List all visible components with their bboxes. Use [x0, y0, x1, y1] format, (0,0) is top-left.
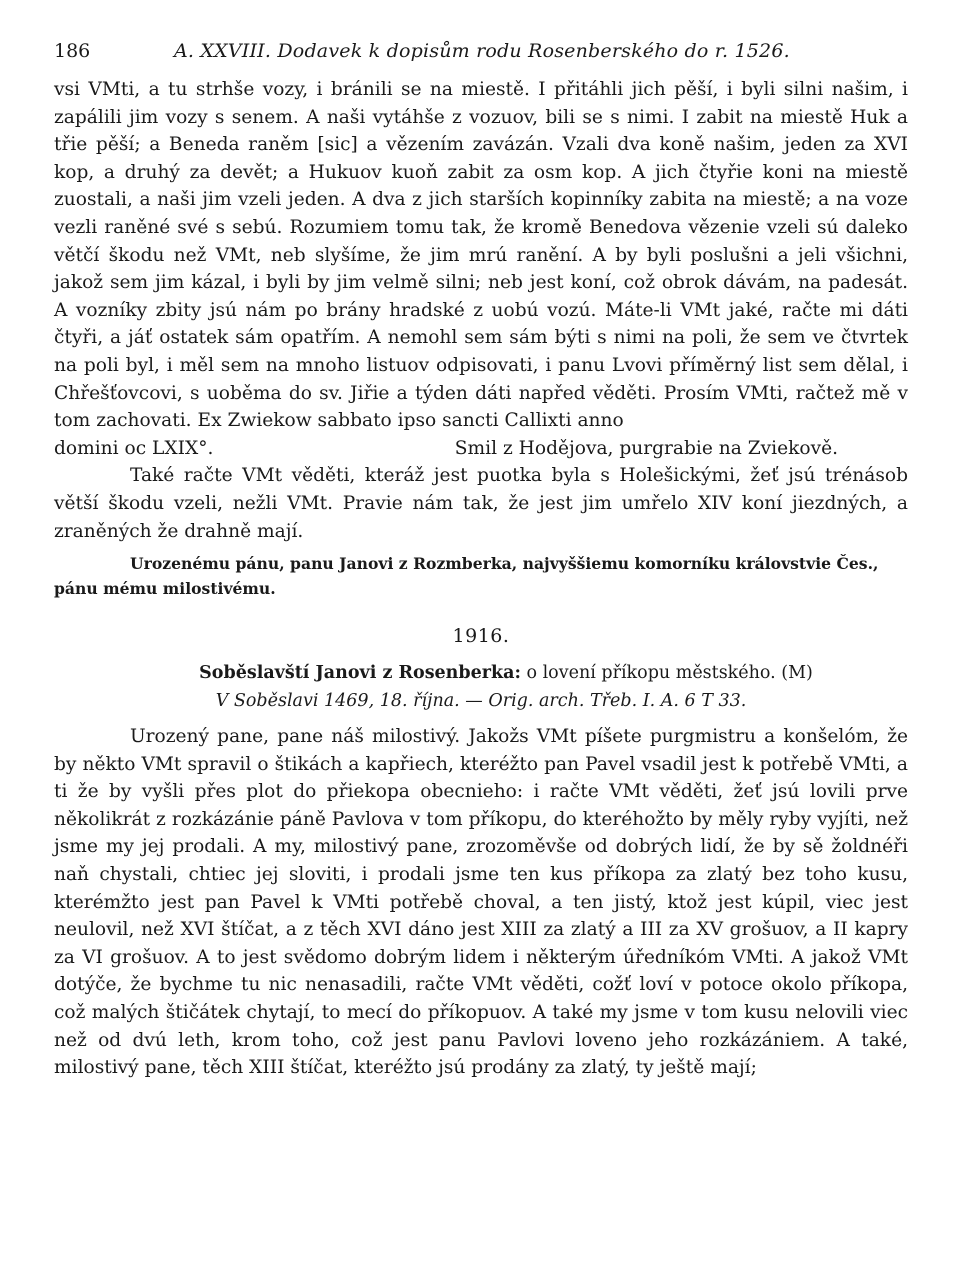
- closing-date: domini oc LXIX°.: [54, 437, 214, 459]
- page-header: [54, 40, 908, 76]
- document-body: [54, 723, 908, 1082]
- letter-address: Urozenému pánu, panu Janovi z Rozmberka, najvyššiemu komorníku královstvie Čes., pánu mému milostivému.: [54, 554, 879, 599]
- document-title: [104, 659, 908, 687]
- signature: Smil z Hodějova, purgrabie na Zviekově.: [454, 437, 838, 459]
- running-title: A. XXVIII. Dodavek k dopisům rodu Rosenberského do r. 1526.: [174, 40, 790, 62]
- document-source-line: V Soběslavi 1469, 18. října. — Orig. arch. Třeb. I. A. 6 T 33.: [215, 691, 747, 712]
- closing-line: [54, 435, 908, 463]
- document-body-paragraph: Urozený pane, pane náš milostivý. Jakožs VMt píšete purgmistru a konšelóm, že by někto VMt spravil o štikách a kapřiech, kteréžto pan Pavel vsadil jest k potřebě VMti, a ti že by vyšli přes plot do přiekopa obecnieho: i račte VMt věděti, žeť jsú lovili prve několikrát z rozkázánie páně Pavlova v tom příkopu, do kteréhožto by měly ryby vyjíti, než jsme my jej prodali. A my, milostivý pane, zrozoměvše od dobrých lidí, že by sě žoldnéři naň chystali, chtiec jej sloviti, i prodali jsme ten kus příkopa za zlatý bez toho kusu, kterémžto jest pan Pavel k VMti potřebě choval, a ten jistý, ktož jest kúpil, viec jest neulovil, než XVI štíčat, a z těch XVI dáno jest XIII za zlatý a III za XV grošuov, a II kapry za VI grošuov. A to jest svědomo dobrým lidem i některým úředníkóm VMti. A jakož VMt dotýče, že bychme tu nic nenasadili, račte VMt věděti, cožť loví v potoce okolo příkopa, což malých štičátek chytají, to mecí do příkopuov. A také my jsme v tom kusu nelovili viec než od dvú leth, krom toho, což jest panu Pavlovi loveno jeho rozkázániem. A také, milostivý pane, těch XIII štíčat, kteréžto jsú prodány za zlatý, ty ještě mají;: [54, 726, 908, 1079]
- document-title-subject: o lovení příkopu městského. (M): [520, 663, 813, 684]
- letter-main-paragraph: vsi VMti, a tu strhše vozy, i bránili se na miestě. I přitáhli jich pěší, i byli silni našim, i zapálili jim vozy s senem. A naši vytáhše z vozuov, bili se s nimi. I zabit na miestě Huk a třie pěší; a Beneda raněm [sic] a vězením zavázán. Vzali dva koně našim, jeden za XVI kop, a druhý za devět; a Hukuov kuoň zabit za osm kop. A jich čtyřie koni na miestě zuostali, a naši jim vzeli jeden. A dva z jich starších kopinníky zabita na miestě; a na voze vezli raněné své s sebú. Rozumiem tomu tak, že kromě Benedova vězenie vzeli sú daleko větčí škodu než VMt, neb slyšíme, že jim mrú ranění. A by byli poslušni a jeli všichni, jakož sem jim kázal, i byli by jim velmě silni; neb jest koní, což obrok dávám, na padesát. A vozníky zbity jsú nám po brány hradské z uobú vozú. Máte-li VMt jaké, račte mi dáti čtyři, a jáť ostatek sám opatřím. A nemohl sem sám býti s nimi na poli, že sem ve čtvrtek na poli byl, i měl sem na mnoho listuov odpisovati, i panu Lvovi příměrný list sem dělal, i Chřešťovcovi, s uoběma do sv. Jiřie a týden dáti napřed věděti. Prosím VMti, račtež mě v tom zachovati. Ex Zwiekow sabbato ipso sancti Callixti anno: [54, 79, 908, 432]
- postscript-paragraph: Také račte VMt věděti, kteráž jest puotka byla s Holešickými, žeť jsú trénásob větší škodu vzeli, nežli VMt. Pravie nám tak, že jest jim umřelo XIV koní jiezdných, a zraněných že drahně mají.: [54, 465, 908, 542]
- letter-1915-continuation: [54, 76, 908, 545]
- page-number: 186: [54, 40, 91, 62]
- document-title-senders: Soběslavští Janovi z Rosenberka:: [199, 663, 521, 684]
- document-number: 1916.: [452, 625, 510, 648]
